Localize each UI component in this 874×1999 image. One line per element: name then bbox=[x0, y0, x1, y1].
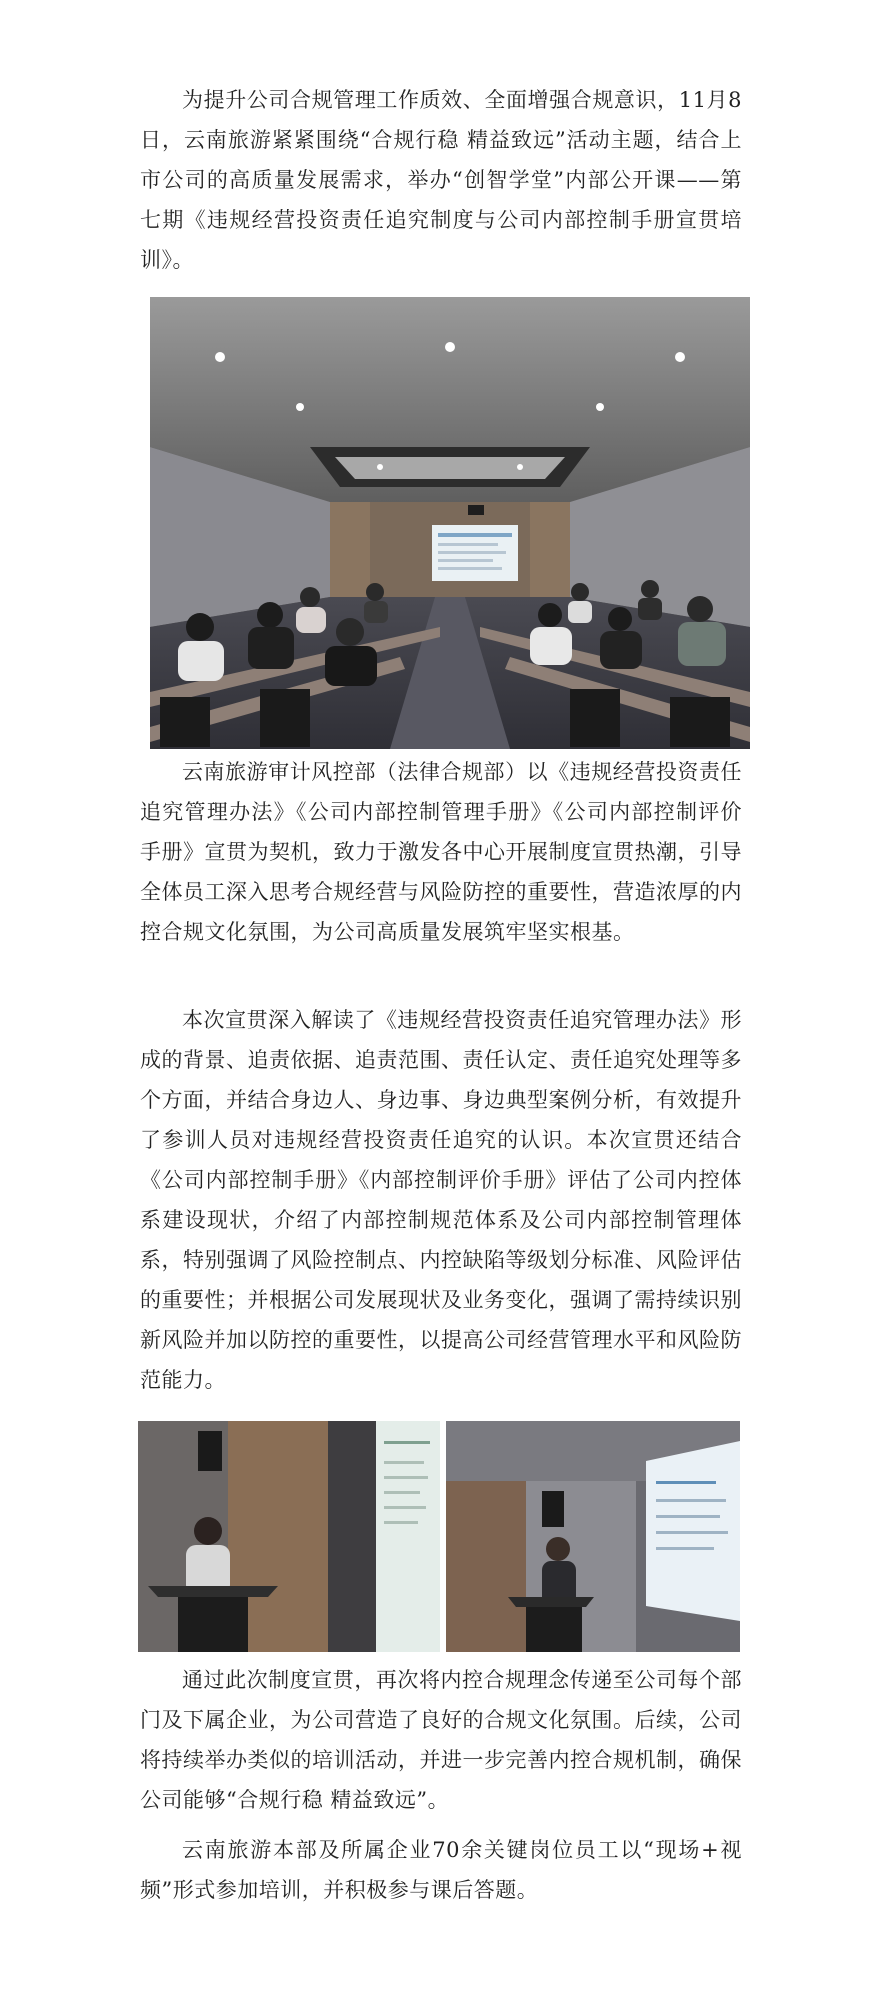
paragraph-intro: 为提升公司合规管理工作质效、全面增强合规意识，11月8日，云南旅游紧紧围绕“合规行稳 精益致远”活动主题，结合上市公司的高质量发展需求，举办“创智学堂”内部公开课——第七期《违规经营投资责任追究制度与公司内部控制手册宣贯培训》。 bbox=[140, 88, 742, 272]
paragraph-participants: 云南旅游本部及所属企业70余关键岗位员工以“现场+视频”形式参加培训，并积极参与课后答题。 bbox=[140, 1838, 742, 1902]
speaker-right-image bbox=[446, 1421, 740, 1652]
paragraph-department: 云南旅游审计风控部（法律合规部）以《违规经营投资责任追究管理办法》《公司内部控制管理手册》《公司内部控制评价手册》宣贯为契机，致力于激发各中心开展制度宣贯热潮，引导全体员工深入思考合规经营与风险防控的重要性，营造浓厚的内控合规文化氛围，为公司高质量发展筑牢坚实根基。 bbox=[140, 760, 742, 944]
speaker-photo-right bbox=[446, 1421, 740, 1652]
training-room-photo bbox=[150, 297, 750, 749]
paragraph-content: 本次宣贯深入解读了《违规经营投资责任追究管理办法》形成的背景、追责依据、追责范围、责任认定、责任追究处理等多个方面，并结合身边人、身边事、身边典型案例分析，有效提升了参训人员对违规经营投资责任追究的认识。本次宣贯还结合《公司内部控制手册》《内部控制评价手册》评估了公司内控体系建设现状，介绍了内部控制规范体系及公司内部控制管理体系，特别强调了风险控制点、内控缺陷等级划分标准、风险评估的重要性；并根据公司发展现状及业务变化，强调了需持续识别新风险并加以防控的重要性，以提高公司经营管理水平和风险防范能力。 bbox=[140, 1008, 742, 1392]
paragraph-summary: 通过此次制度宣贯，再次将内控合规理念传递至公司每个部门及下属企业，为公司营造了良好的合规文化氛围。后续，公司将持续举办类似的培训活动，并进一步完善内控合规机制，确保公司能够“合规行稳 精益致远”。 bbox=[140, 1668, 742, 1812]
training-room-image bbox=[150, 297, 750, 749]
speaker-photo-left bbox=[138, 1421, 440, 1652]
speaker-left-image bbox=[138, 1421, 440, 1652]
